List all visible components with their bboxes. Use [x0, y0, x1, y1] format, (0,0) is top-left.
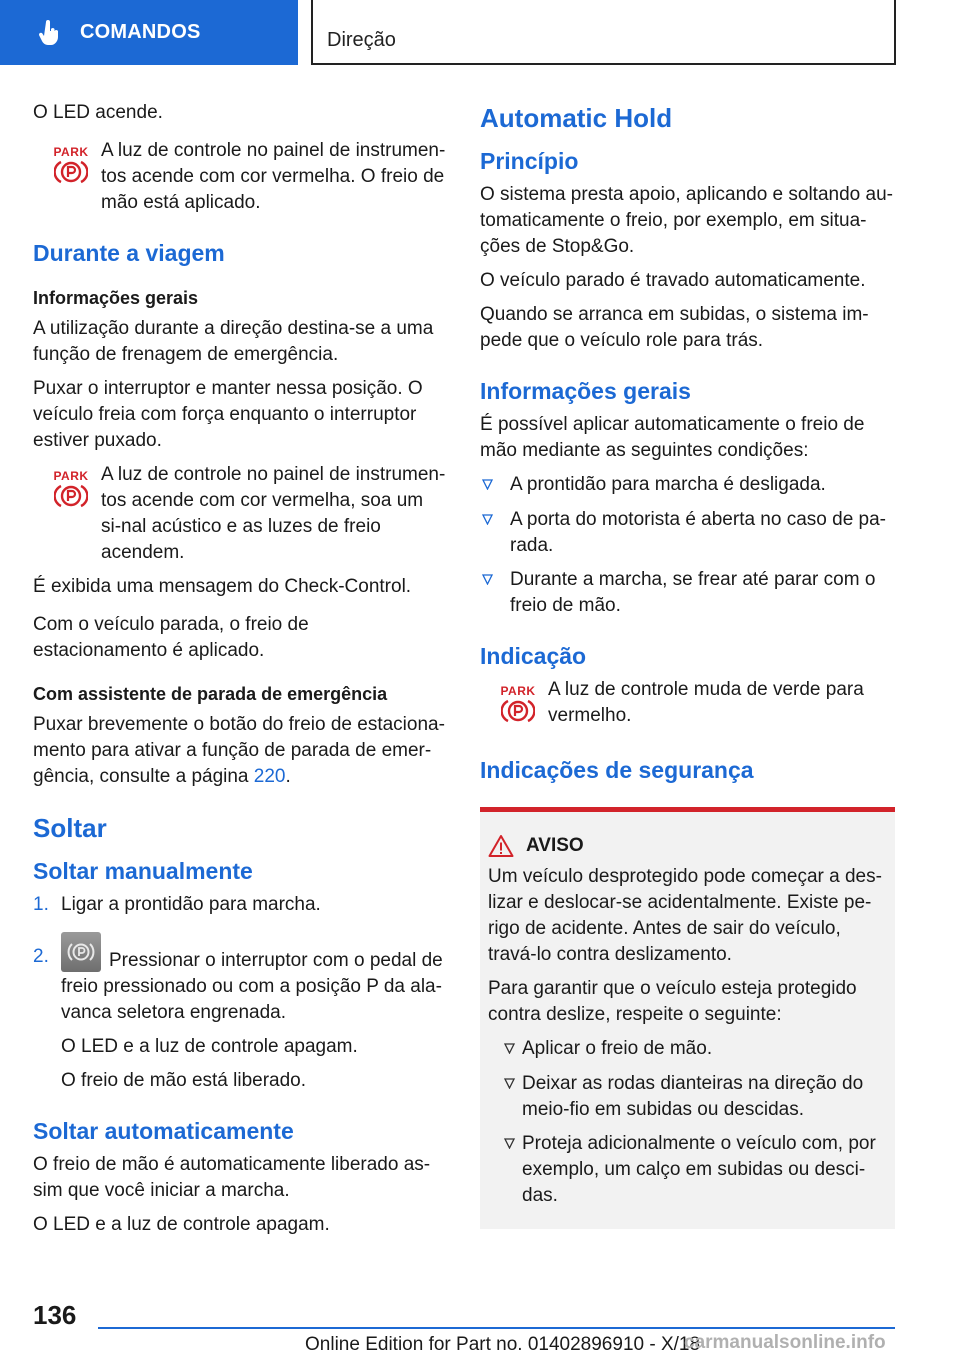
warning-list: [488, 1036, 887, 1209]
bullet-triangle-icon: [480, 472, 510, 499]
paragraph: Puxar o interruptor e manter nessa posição. O veículo freia com força enquanto o interruptor estiver puxado.: [33, 378, 423, 451]
paragraph: O LED e a luz de controle apagam.: [33, 1214, 330, 1235]
warning-header: [488, 834, 887, 858]
edition-text: Online Edition for Part no. 01402896910 - X/18: [305, 1334, 701, 1355]
subsection-heading: Informações gerais: [480, 378, 691, 404]
page-number: 136: [33, 1300, 77, 1330]
park-brake-indicator-icon: [43, 462, 99, 518]
parking-brake-symbol-icon: [501, 698, 535, 724]
step-detail: O LED e a luz de controle apagam.: [61, 1036, 358, 1057]
condition-list: [480, 472, 895, 619]
chapter-title: Direção: [327, 29, 396, 51]
park-word: PARK: [53, 145, 89, 159]
list-item: [33, 932, 448, 1094]
subsection-heading: Princípio: [480, 148, 579, 174]
subheading: Informações gerais: [33, 288, 199, 308]
subsection-heading: Soltar automaticamente: [33, 1118, 294, 1144]
paragraph: Com o veículo parada, o freio de estacionamento é aplicado.: [33, 614, 309, 661]
list-item: Durante a marcha, se frear até parar com o freio de mão.: [480, 567, 895, 619]
indicator-block: [480, 677, 895, 733]
watermark: carmanualsonline.info: [684, 1332, 886, 1353]
bullet-triangle-icon: [494, 1131, 522, 1209]
list-item: Deixar as rodas dianteiras na direção do meio-fio em subidas ou descidas.: [494, 1071, 887, 1123]
list-item: A porta do motorista é aberta no caso de pa-rada.: [480, 507, 895, 559]
indicator-block: [33, 138, 448, 216]
list-item: Aplicar o freio de mão.: [494, 1036, 887, 1063]
bullet-triangle-icon: [494, 1071, 522, 1123]
paragraph: O sistema presta apoio, aplicando e soltando au-tomaticamente o freio, por exemplo, em situa-ções de Stop&Go.: [480, 184, 893, 257]
step-number: 2.: [33, 946, 49, 967]
bullet-triangle-icon: [480, 567, 510, 619]
step-text: Pressionar o interruptor com o pedal de freio pressionado ou com a posição P da ala-vanca seletora engrenada.: [61, 950, 443, 1023]
paragraph: Um veículo desprotegido pode começar a des-lizar e deslocar-se acidentalmente. Existe pe-rigo de acidente. Antes de sair do veículo, travá-lo contra deslizamento.: [488, 866, 882, 965]
indicator-block: [33, 462, 448, 566]
bullet-triangle-icon: [480, 507, 510, 559]
paragraph: A utilização durante a direção destina-se a uma função de frenagem de emergência.: [33, 318, 434, 365]
paragraph: A luz de controle no painel de instrumen-tos acende com cor vermelha, soa um si-nal acústico e as luzes de freio acendem.: [101, 464, 446, 563]
step-text: Ligar a prontidão para marcha.: [61, 894, 321, 915]
section-tab: [0, 0, 298, 65]
warning-triangle-icon: [488, 834, 514, 858]
park-word: PARK: [53, 469, 89, 483]
page-link[interactable]: 220: [253, 766, 286, 787]
parking-brake-symbol-icon: [54, 159, 88, 185]
paragraph: O freio de mão é automaticamente liberado as-sim que você iniciar a marcha.: [33, 1154, 431, 1201]
paragraph: Para garantir que o veículo esteja protegido contra deslize, respeite o seguinte:: [488, 978, 857, 1025]
right-column: [480, 100, 895, 1229]
step-number: 1.: [33, 894, 49, 915]
list-item: A prontidão para marcha é desligada.: [480, 472, 895, 499]
list-item: [33, 892, 448, 918]
hand-pointer-icon: [38, 20, 60, 46]
list-item: Proteja adicionalmente o veículo com, por exemplo, um calço em subidas ou desci-das.: [494, 1131, 887, 1209]
park-brake-indicator-icon: [490, 677, 546, 733]
left-column: [33, 100, 448, 1238]
paragraph: A luz de controle muda de verde para vermelho.: [548, 679, 864, 726]
subsection-heading: Soltar manualmente: [33, 858, 253, 884]
section-heading: Soltar: [33, 813, 107, 843]
section-heading: Durante a viagem: [33, 240, 225, 266]
parking-brake-symbol-icon: [54, 483, 88, 509]
paragraph: O LED acende.: [33, 102, 163, 123]
paragraph: Puxar brevemente o botão do freio de estaciona-mento para ativar a função de parada de emer-gência, consulte a página 220.: [33, 714, 445, 787]
paragraph: Quando se arranca em subidas, o sistema im-pede que o veículo role para trás.: [480, 304, 869, 351]
paragraph: É possível aplicar automaticamente o freio de mão mediante as seguintes condições:: [480, 414, 865, 461]
paragraph: É exibida uma mensagem do Check-Control.: [33, 576, 412, 597]
paragraph: O veículo parado é travado automaticamente.: [480, 270, 866, 291]
subsection-heading: Indicação: [480, 643, 587, 669]
parking-brake-switch-icon: [61, 932, 101, 972]
park-word: PARK: [500, 684, 536, 698]
footer-rule: [98, 1327, 895, 1329]
header-box: [311, 0, 896, 65]
warning-box: [480, 807, 895, 1229]
step-detail: O freio de mão está liberado.: [61, 1070, 307, 1091]
park-brake-indicator-icon: [43, 138, 99, 194]
paragraph: A luz de controle no painel de instrumen-tos acende com cor vermelha. O freio de mão está aplicado.: [101, 140, 446, 213]
section-tab-label: COMANDOS: [80, 21, 201, 43]
bullet-triangle-icon: [494, 1036, 522, 1063]
warning-title: AVISO: [526, 835, 584, 856]
subheading: Com assistente de parada de emergência: [33, 684, 388, 704]
step-list: [33, 892, 448, 1094]
section-heading: Automatic Hold: [480, 103, 673, 133]
subsection-heading: Indicações de segurança: [480, 757, 754, 783]
